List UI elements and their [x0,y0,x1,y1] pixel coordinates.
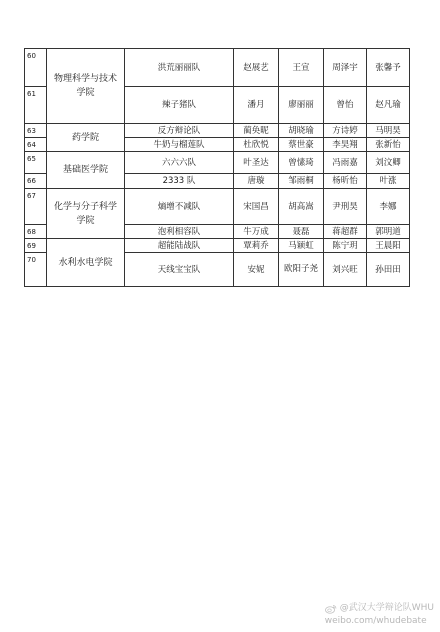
team-name: 六六六队 [125,152,234,174]
member-name: 欧阳子尧 [279,253,324,287]
watermark-handle: @武汉大学辩论队WHU [339,603,434,613]
row-number: 60 [25,49,47,87]
row-number: 61 [25,87,47,124]
team-name: 2333 队 [125,174,234,189]
member-name: 赵展艺 [234,49,279,87]
team-name: 牛奶与榴莲队 [125,138,234,152]
member-name: 李昊翔 [324,138,367,152]
member-name: 刘兴旺 [324,253,367,287]
row-number: 65 [25,152,47,174]
member-name: 牛万成 [234,225,279,239]
member-name: 刘汶卿 [367,152,410,174]
team-name: 泡利相容队 [125,225,234,239]
table-row [25,49,410,87]
member-name: 叶涨 [367,174,410,189]
team-name: 熵增不减队 [125,189,234,225]
table-row [25,124,410,138]
member-name: 覃莉乔 [234,239,279,253]
member-name: 张新怡 [367,138,410,152]
member-name: 聂磊 [279,225,324,239]
row-number: 67 [25,189,47,225]
member-name: 郭明道 [367,225,410,239]
member-name: 陈宁玥 [324,239,367,253]
member-name: 宋国昌 [234,189,279,225]
member-name: 孙田田 [367,253,410,287]
member-name: 廖丽丽 [279,87,324,124]
member-name: 冯雨嘉 [324,152,367,174]
row-number: 63 [25,124,47,138]
team-name: 洪荒丽丽队 [125,49,234,87]
member-name: 方诗婷 [324,124,367,138]
member-name: 尹刑昊 [324,189,367,225]
row-number: 70 [25,253,47,287]
member-name: 胡高嵩 [279,189,324,225]
team-name: 超能陆战队 [125,239,234,253]
team-name: 辣子猪队 [125,87,234,124]
college-name: 药学院 [47,124,125,152]
table-row [25,239,410,253]
college-name: 基础医学院 [47,152,125,189]
college-name: 水利水电学院 [47,239,125,287]
table-row [25,189,410,225]
member-name: 蒋超群 [324,225,367,239]
member-name: 唐璇 [234,174,279,189]
row-number: 68 [25,225,47,239]
member-name: 杜欣悦 [234,138,279,152]
weibo-watermark [325,602,434,628]
member-name: 蔡世豪 [279,138,324,152]
member-name: 赵凡瑜 [367,87,410,124]
member-name: 胡晓瑜 [279,124,324,138]
row-number: 69 [25,239,47,253]
table-row [25,152,410,174]
member-name: 马颖虹 [279,239,324,253]
watermark-handle-row [325,602,434,615]
member-name: 王晨阳 [367,239,410,253]
member-name: 曾怡 [324,87,367,124]
member-name: 邹雨桐 [279,174,324,189]
watermark-url: weibo.com/whudebate [324,616,427,626]
member-name: 安妮 [234,253,279,287]
row-number: 64 [25,138,47,152]
member-name: 李娜 [367,189,410,225]
member-name: 王宣 [279,49,324,87]
member-name: 杨昕怡 [324,174,367,189]
member-name: 曾愫琦 [279,152,324,174]
team-roster-table [24,48,410,287]
member-name: 蔺奂昵 [234,124,279,138]
member-name: 潘月 [234,87,279,124]
row-number: 66 [25,174,47,189]
team-name: 反方辩论队 [125,124,234,138]
member-name: 马明昊 [367,124,410,138]
college-name: 物理科学与技术学院 [47,49,125,124]
member-name: 张馨予 [367,49,410,87]
college-name: 化学与分子科学学院 [47,189,125,239]
team-name: 天线宝宝队 [125,253,234,287]
member-name: 周泽宇 [324,49,367,87]
weibo-icon [325,604,337,614]
member-name: 叶圣达 [234,152,279,174]
